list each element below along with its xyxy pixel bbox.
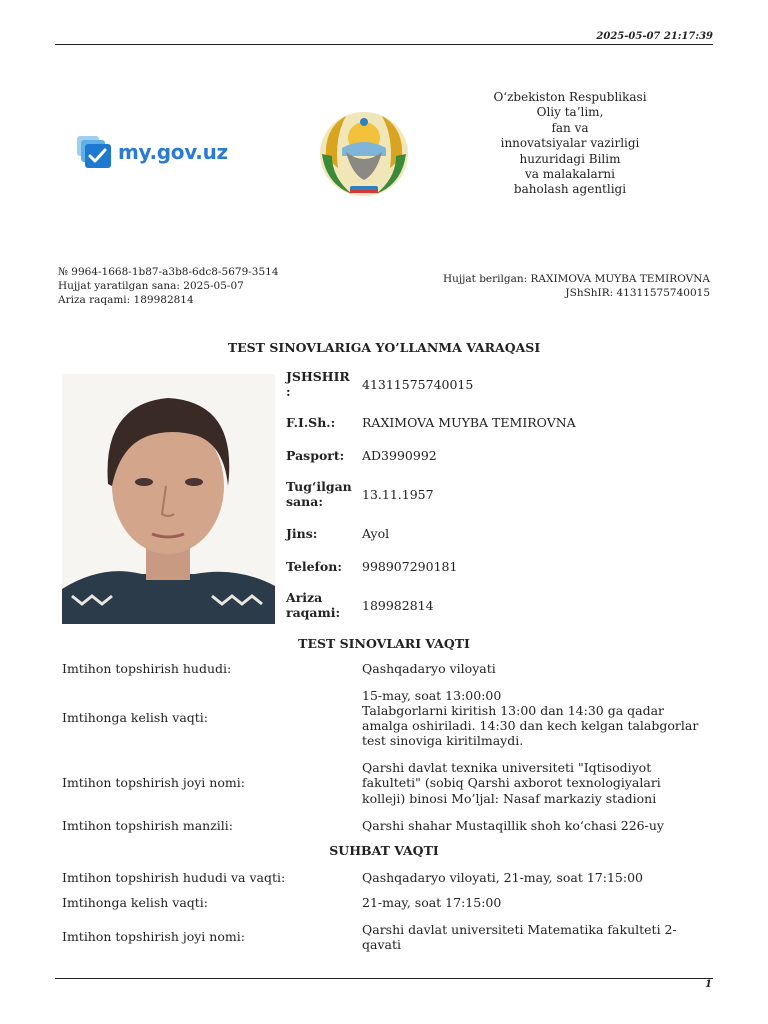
- row-value: Qashqadaryo viloyati, 21-may, soat 17:15:00: [362, 870, 643, 886]
- test-row-location: [62, 759, 722, 807]
- row-key: Imtihonga kelish vaqti:: [62, 710, 209, 726]
- info-value: 189982814: [362, 597, 434, 613]
- agency-line: baholash agentligi: [513, 182, 627, 197]
- info-label: Tug‘ilgan sana:: [286, 479, 352, 509]
- issued-to-jshshir: JShShIR: 41311575740015: [565, 287, 710, 299]
- document-title: TEST SINOVLARIGA YO’LLANMA VARAQASI: [227, 340, 541, 355]
- agency-line: va malakalarni: [525, 167, 615, 182]
- page-number: 1: [705, 979, 712, 990]
- agency-name: [490, 90, 650, 198]
- info-row-gender: [286, 520, 716, 546]
- state-emblem: [316, 108, 412, 202]
- interview-row-region-time: [62, 869, 722, 887]
- info-label: Ariza raqami:: [286, 590, 341, 620]
- info-label: Pasport:: [286, 447, 345, 463]
- test-row-arrival: [62, 687, 722, 749]
- info-label: Telefon:: [286, 558, 342, 574]
- row-value: Qarshi shahar Mustaqillik shoh ko‘chasi 226-uy: [362, 818, 664, 834]
- test-row-address: [62, 817, 722, 835]
- row-value: Qarshi davlat universiteti Matematika fakulteti 2-qavati: [362, 921, 677, 952]
- info-value: RAXIMOVA MUYBA TEMIROVNA: [362, 414, 576, 430]
- row-key: Imtihonga kelish vaqti:: [62, 895, 209, 911]
- document-meta: [58, 265, 279, 307]
- application-number: Ariza raqami: 189982814: [58, 294, 194, 306]
- agency-line: fan va: [551, 120, 589, 135]
- info-value: 998907290181: [362, 558, 458, 574]
- agency-line: huzuridagi Bilim: [519, 151, 621, 166]
- footer-rule: [55, 978, 713, 979]
- issued-to-meta: [443, 272, 710, 300]
- info-row-passport: [286, 442, 716, 468]
- row-key: Imtihon topshirish hududi:: [62, 661, 232, 677]
- timestamp: 2025-05-07 21:17:39: [596, 31, 713, 42]
- info-row-fish: [286, 402, 716, 442]
- info-row-jshshir: [286, 366, 716, 402]
- info-value: AD3990992: [362, 447, 437, 463]
- info-label: Jins:: [286, 525, 318, 541]
- interview-row-arrival: [62, 894, 722, 912]
- document-number: № 9964-1668-1b87-a3b8-6dc8-5679-3514: [58, 266, 279, 278]
- applicant-photo: [62, 374, 275, 624]
- logo-text: my.gov.uz: [118, 140, 228, 164]
- info-value: Ayol: [362, 525, 390, 541]
- checkbox-logo-icon: [76, 135, 112, 169]
- interview-section-title: SUHBAT VAQTI: [329, 843, 439, 858]
- header-rule: [55, 44, 713, 45]
- info-value: 13.11.1957: [362, 486, 434, 502]
- agency-line: O‘zbekiston Respublikasi: [493, 90, 647, 104]
- info-row-birthdate: [286, 468, 716, 520]
- info-row-phone: [286, 546, 716, 586]
- row-value: Qashqadaryo viloyati: [362, 661, 496, 677]
- agency-line: Oliy ta’lim,: [536, 105, 604, 120]
- info-label: JSHSHIR :: [286, 369, 350, 399]
- interview-row-location: [62, 921, 722, 953]
- row-key: Imtihon topshirish joyi nomi:: [62, 929, 245, 945]
- info-label: F.I.Sh.:: [286, 414, 336, 430]
- row-key: Imtihon topshirish manzili:: [62, 818, 233, 834]
- row-value: 15-may, soat 13:00:00 Talabgorlarni kiritish 13:00 dan 14:30 ga qadar amalga oshiriladi. 14:30 dan kech kelgan talabgorlar test sinoviga kiritilmaydi.: [362, 687, 699, 749]
- personal-info: [286, 366, 716, 624]
- agency-line: innovatsiyalar vazirligi: [500, 136, 640, 151]
- issued-to: Hujjat berilgan: RAXIMOVA MUYBA TEMIROVNA: [442, 273, 710, 285]
- mygov-logo: [76, 135, 228, 169]
- row-key: Imtihon topshirish hududi va vaqti:: [62, 870, 286, 886]
- test-section-title: TEST SINOVLARI VAQTI: [298, 636, 470, 651]
- info-value: 41311575740015: [362, 376, 474, 392]
- row-value: Qarshi davlat texnika universiteti "Iqtisodiyot fakulteti" (sobiq Qarshi axborot texnologiyalari kolleji) binosi Mo’ljal: Nasaf markaziy stadioni: [362, 760, 661, 806]
- info-row-application: [286, 586, 716, 624]
- test-row-region: [62, 660, 722, 678]
- row-key: Imtihon topshirish joyi nomi:: [62, 775, 245, 791]
- row-value: 21-may, soat 17:15:00: [362, 895, 502, 911]
- document-created-date: Hujjat yaratilgan sana: 2025-05-07: [58, 280, 244, 292]
